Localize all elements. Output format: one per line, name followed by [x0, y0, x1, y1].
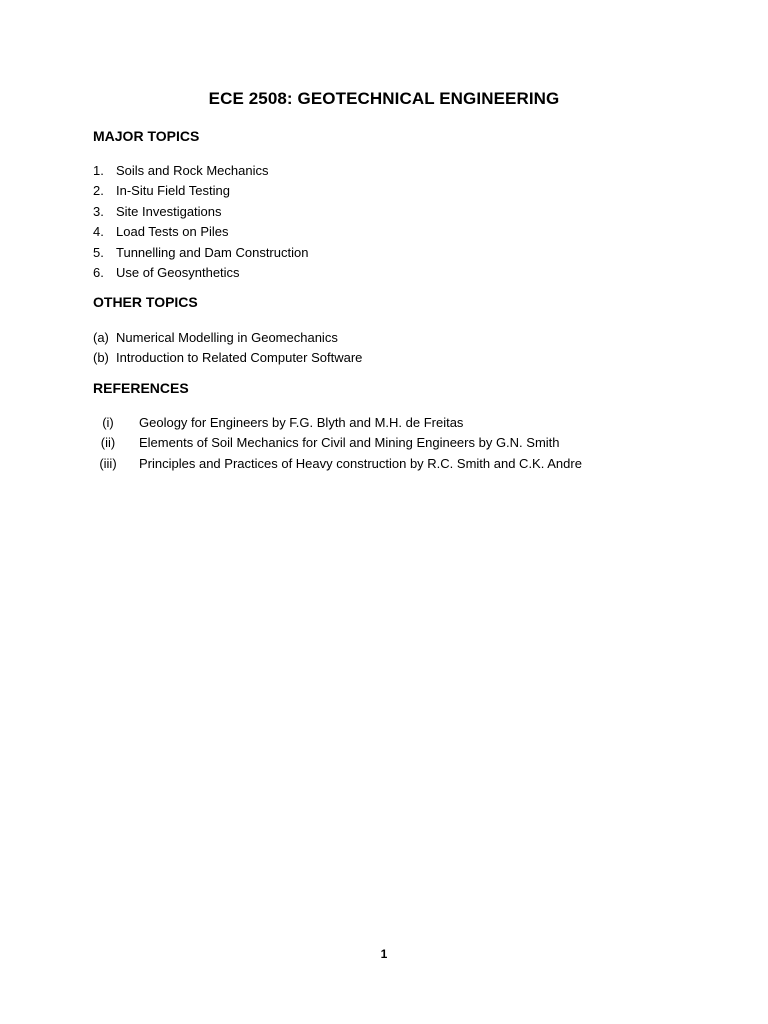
list-item	[93, 453, 582, 474]
other-topics-heading: OTHER TOPICS	[93, 294, 198, 310]
list-item-number: 4.	[93, 224, 104, 240]
list-item-text: Geology for Engineers by F.G. Blyth and M.H. de Freitas	[139, 414, 464, 430]
list-item	[93, 433, 582, 454]
list-item-number: (ii)	[100, 435, 116, 451]
page-number: 1	[380, 947, 388, 961]
list-item-number: 6.	[93, 265, 104, 281]
list-item-text: Soils and Rock Mechanics	[116, 162, 269, 178]
list-item-number: (b)	[93, 350, 109, 366]
list-item-number: (i)	[102, 414, 114, 430]
list-item-text: In-Situ Field Testing	[116, 183, 230, 199]
major-topics-heading: MAJOR TOPICS	[93, 128, 200, 144]
list-item	[93, 412, 582, 433]
list-item-text: Site Investigations	[116, 203, 222, 219]
list-item-number: 2.	[93, 183, 104, 199]
list-item-text: Load Tests on Piles	[116, 224, 229, 240]
list-item	[93, 181, 308, 202]
list-item	[93, 348, 362, 369]
list-item-number: 1.	[93, 162, 104, 178]
references-heading: REFERENCES	[93, 380, 189, 396]
list-item	[93, 327, 362, 348]
list-item-text: Use of Geosynthetics	[116, 265, 240, 281]
list-item	[93, 201, 308, 222]
document-title: ECE 2508: GEOTECHNICAL ENGINEERING	[208, 89, 560, 108]
list-item-text: Elements of Soil Mechanics for Civil and Mining Engineers by G.N. Smith	[139, 435, 560, 451]
list-item	[93, 263, 308, 284]
other-topics-list	[93, 327, 362, 368]
list-item-text: Introduction to Related Computer Software	[116, 350, 363, 366]
list-item	[93, 242, 308, 263]
references-list	[93, 412, 582, 474]
list-item-number: 5.	[93, 244, 104, 260]
list-item-number: (a)	[93, 329, 109, 345]
list-item-text: Tunnelling and Dam Construction	[116, 244, 309, 260]
list-item-text: Numerical Modelling in Geomechanics	[116, 329, 338, 345]
list-item-number: (iii)	[99, 455, 117, 471]
list-item-text: Principles and Practices of Heavy construction by R.C. Smith and C.K. Andre	[139, 455, 582, 471]
list-item	[93, 222, 308, 243]
list-item	[93, 160, 308, 181]
major-topics-list	[93, 160, 308, 283]
list-item-number: 3.	[93, 203, 104, 219]
